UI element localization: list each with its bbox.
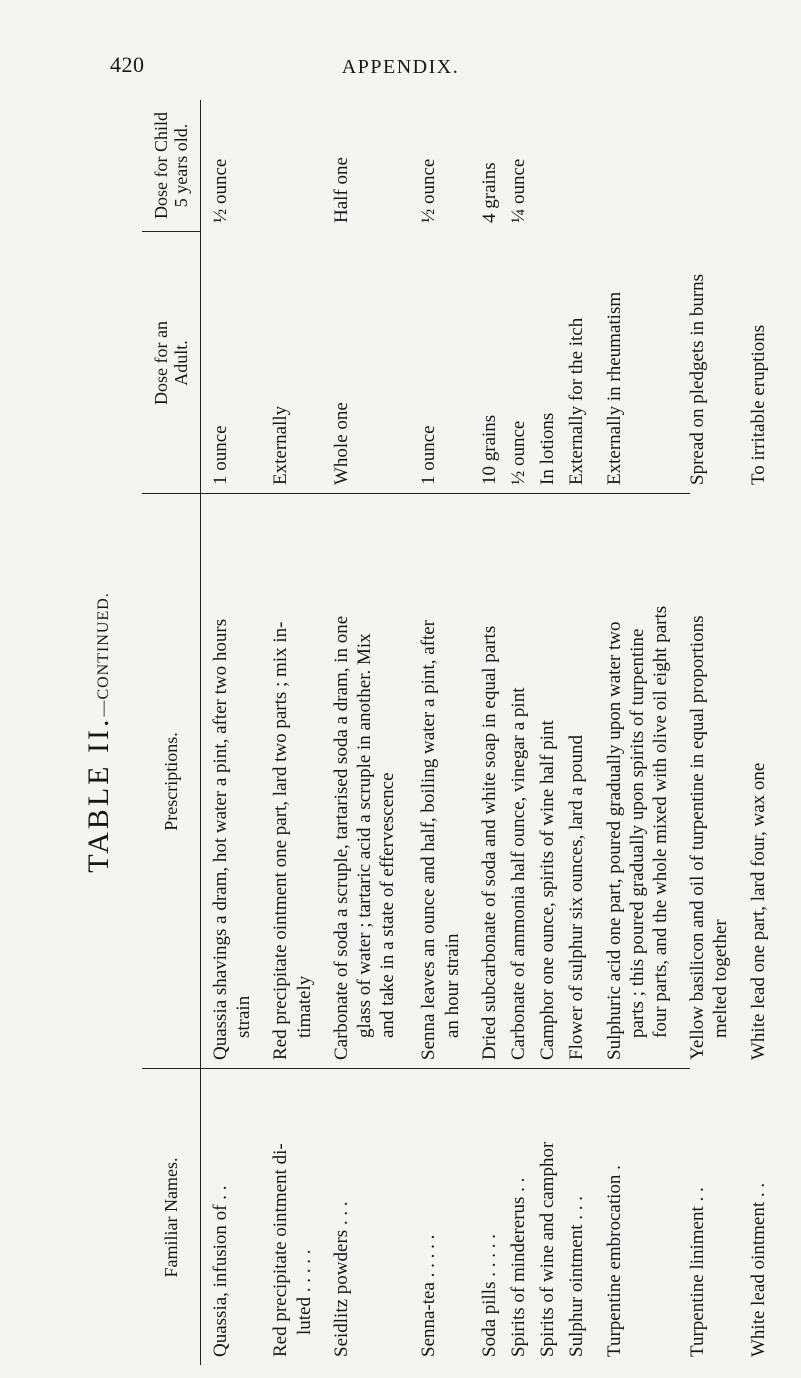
adult-cell: Externally for the itch bbox=[566, 317, 588, 485]
adult-cell: 1 ounce bbox=[418, 425, 440, 485]
name-cell: Turpentine embrocation . bbox=[603, 1165, 625, 1357]
page-number: 420 bbox=[110, 52, 145, 77]
adult-cell: 1 ounce bbox=[210, 425, 231, 485]
name-cell: Senna-tea . . . . . bbox=[418, 1234, 440, 1357]
table-title bbox=[82, 100, 122, 1365]
name-cell: White lead ointment . . bbox=[747, 1182, 769, 1357]
prescription-cell: timately bbox=[293, 975, 315, 1038]
running-head: APPENDIX. bbox=[341, 56, 460, 78]
table-title-continued: —CONTINUED. bbox=[95, 592, 112, 717]
prescription-cell: and take in a state of effervescence bbox=[377, 772, 399, 1038]
adult-cell: Spread on pledgets in burns bbox=[687, 273, 709, 485]
adult-cell: To irritable eruptions bbox=[747, 324, 769, 485]
name-cell: Turpentine liniment . . bbox=[687, 1187, 709, 1357]
name-cell: Spirits of mindererus . . bbox=[508, 1177, 529, 1357]
prescription-cell: Red precipitate ointment one part, lard two parts ; mix in- bbox=[270, 621, 292, 1060]
prescription-cell: Quassia shavings a dram, hot water a pint, after two hours bbox=[210, 618, 231, 1060]
header-dose-child bbox=[142, 100, 200, 231]
prescription-cell: Carbonate of ammonia half ounce, vinegar a pint bbox=[508, 687, 529, 1060]
prescription-cell: an hour strain bbox=[441, 933, 463, 1038]
name-cell: Quassia, infusion of . . bbox=[210, 1185, 231, 1357]
name-cell: Red precipitate ointment di- bbox=[270, 1143, 292, 1357]
table-title-main: TABLE II. bbox=[82, 716, 115, 873]
child-cell: ½ ounce bbox=[418, 158, 440, 223]
child-cell: 4 grains bbox=[478, 162, 500, 223]
adult-cell: Externally in rheumatism bbox=[603, 291, 625, 485]
header-familiar-names: Familiar Names. bbox=[161, 1157, 181, 1278]
column-rule-2 bbox=[142, 493, 690, 494]
child-cell: ¼ ounce bbox=[508, 158, 529, 223]
prescription-cell: glass of water ; tartaric acid a scruple in another. Mix bbox=[354, 633, 375, 1038]
prescription-cell: four parts, and the whole mixed with olive oil eight parts bbox=[650, 605, 671, 1038]
adult-cell: 10 grains bbox=[478, 414, 500, 485]
column-rule-3 bbox=[142, 231, 200, 232]
name-cell: luted . . . . . bbox=[293, 1249, 315, 1335]
prescription-cell: melted together bbox=[710, 919, 732, 1038]
name-cell: Seidlitz powders . . . bbox=[330, 1201, 352, 1357]
prescription-cell: Sulphuric acid one part, poured gradually upon water two bbox=[603, 621, 625, 1060]
header-dose-child-line2: 5 years old. bbox=[171, 123, 191, 208]
adult-cell: Whole one bbox=[330, 402, 352, 485]
prescription-cell: Senna leaves an ounce and half, boiling water a pint, after bbox=[418, 620, 440, 1060]
adult-cell: Externally bbox=[270, 405, 292, 485]
adult-cell: In lotions bbox=[537, 412, 559, 485]
header-dose-adult-label: Dose for an Adult. bbox=[151, 321, 191, 405]
adult-cell: ½ ounce bbox=[508, 420, 529, 485]
prescription-cell: Carbonate of soda a scruple, tartarised soda a dram, in one bbox=[330, 615, 352, 1060]
header-dose-adult bbox=[142, 233, 200, 493]
column-rule-1 bbox=[142, 1068, 690, 1069]
prescription-cell: strain bbox=[233, 995, 255, 1038]
prescription-cell: Yellow basilicon and oil of turpentine in equal proportions bbox=[687, 615, 709, 1060]
prescription-cell: Flower of sulphur six ounces, lard a pound bbox=[566, 734, 588, 1060]
prescription-cell: Dried subcarbonate of soda and white soap in equal parts bbox=[478, 625, 500, 1060]
child-cell: Half one bbox=[330, 157, 352, 223]
header-prescriptions: Prescriptions. bbox=[161, 732, 181, 831]
prescription-cell: White lead one part, lard four, wax one bbox=[747, 762, 769, 1060]
name-cell: Sulphur ointment . . . bbox=[566, 1196, 588, 1357]
name-cell: Soda pills . . . . . bbox=[478, 1234, 500, 1357]
child-cell: ½ ounce bbox=[210, 158, 231, 223]
header-dose-child-line1: Dose for Child bbox=[151, 112, 171, 219]
rotated-table bbox=[80, 100, 769, 1365]
prescription-cell: Camphor one ounce, spirits of wine half pint bbox=[537, 720, 559, 1060]
header-rule bbox=[200, 100, 201, 1365]
prescription-cell: parts ; this poured gradually upon spirits of turpentine bbox=[626, 628, 648, 1038]
prescription-table bbox=[142, 100, 769, 1365]
name-cell: Spirits of wine and camphor bbox=[537, 1141, 559, 1357]
